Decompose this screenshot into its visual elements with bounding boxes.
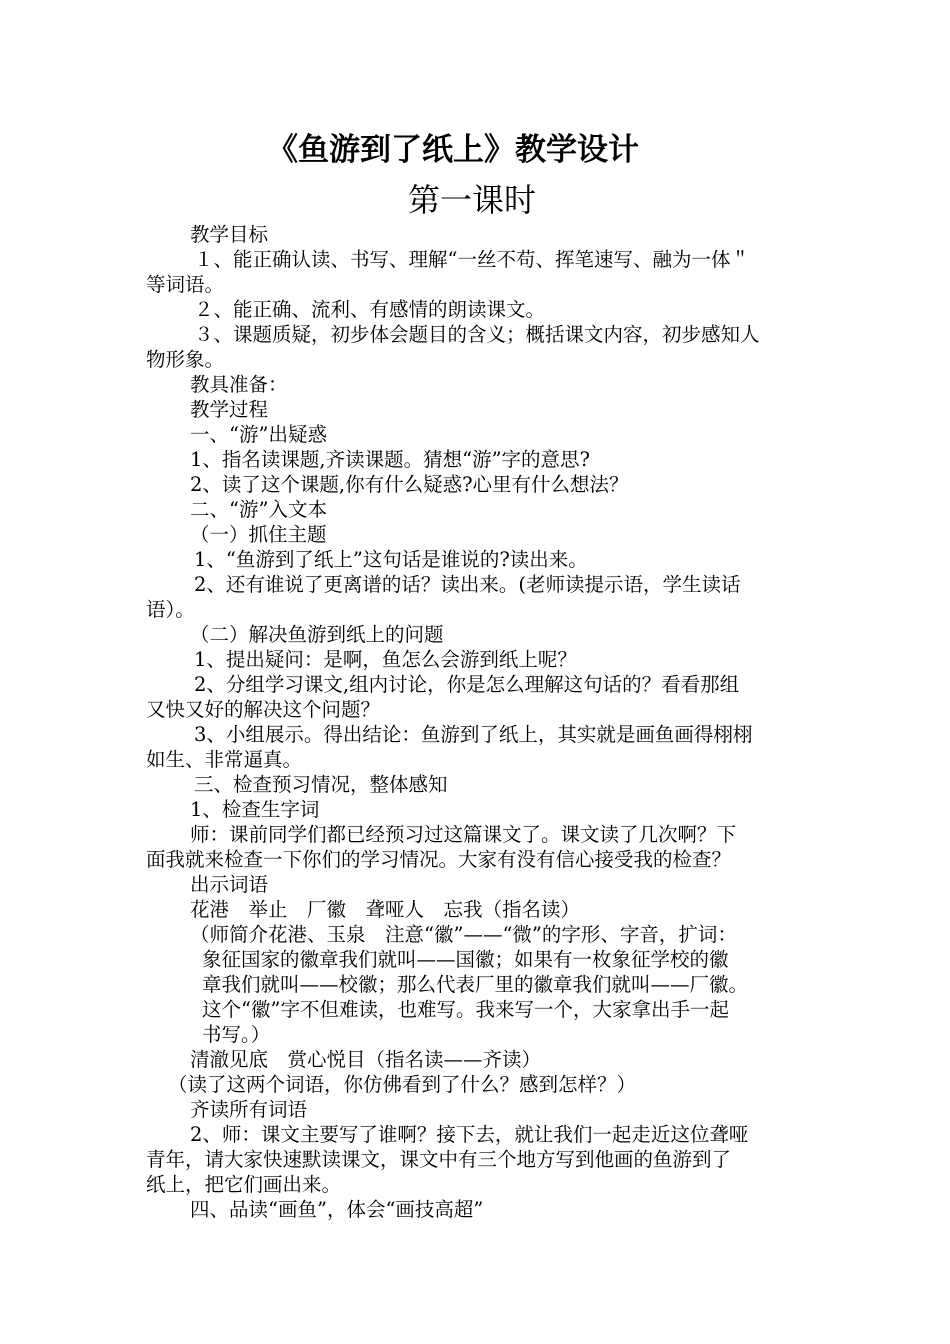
- document-title: 《鱼游到了纸上》教学设计: [267, 132, 639, 168]
- text-line: 教学目标: [190, 223, 269, 246]
- text-line: 教学过程: [190, 398, 269, 421]
- text-line: 2、读了这个课题,你有什么疑惑?心里有什么想法？: [190, 473, 629, 496]
- text-line: 清澈见底 赏心悦目（指名读——齐读）: [190, 1048, 542, 1071]
- text-line: 这个“徽”字不但难读，也难写。我来写一个，大家拿出手一起: [202, 998, 729, 1021]
- text-line: 1、“鱼游到了纸上”这句话是谁说的?读出来。: [194, 548, 588, 571]
- text-line: 语）。: [146, 598, 195, 621]
- text-line: （读了这两个词语，你仿佛看到了什么？感到怎样？）: [168, 1073, 637, 1096]
- text-line: １、能正确认读、书写、理解“一丝不苟、挥笔速写、融为一体＂: [194, 248, 750, 271]
- text-line: 物形象。: [146, 348, 225, 371]
- text-line: 章我们就叫——校徽；那么代表厂里的徽章我们就叫——厂徽。: [202, 973, 749, 996]
- text-line: 等词语。: [146, 273, 225, 296]
- text-line: 面我就来检查一下你们的学习情况。大家有没有信心接受我的检查？: [146, 848, 732, 871]
- text-line: 如生、非常逼真。: [146, 748, 303, 771]
- lesson-subtitle: 第一课时: [407, 181, 536, 219]
- text-line: 象征国家的徽章我们就叫——国徽；如果有一枚象征学校的徽: [202, 948, 729, 971]
- text-line: 2、师：课文主要写了谁啊？接下去，就让我们一起走近这位聋哑: [190, 1123, 749, 1146]
- text-line: 青年，请大家快速默读课文，课文中有三个地方写到他画的鱼游到了: [146, 1148, 732, 1171]
- text-line: ３、课题质疑，初步体会题目的含义；概括课文内容，初步感知人: [194, 323, 760, 346]
- subsection-heading: （二）解决鱼游到纸上的问题: [190, 623, 444, 646]
- text-line: 又快又好的解决这个问题？: [146, 698, 381, 721]
- text-line: 2、还有谁说了更离谱的话？读出来。(老师读提示语，学生读话: [194, 573, 741, 596]
- subsection-heading: （一）抓住主题: [190, 523, 327, 546]
- section-heading: 三、检查预习情况，整体感知: [194, 773, 448, 796]
- text-line: （师简介花港、玉泉 注意“徽”——“微”的字形、字音，扩词：: [190, 923, 737, 946]
- text-line: 1、指名读课题,齐读课题。猜想“游”字的意思?: [190, 448, 590, 471]
- section-heading: 四、品读“画鱼”，体会“画技高超”: [190, 1198, 484, 1221]
- text-line: 师：课前同学们都已经预习过这篇课文了。课文读了几次啊？下: [190, 823, 737, 846]
- text-line: 花港 举止 厂徽 聋哑人 忘我（指名读）: [190, 898, 581, 921]
- text-line: 2、分组学习课文,组内讨论，你是怎么理解这句话的？看看那组: [194, 673, 740, 696]
- text-line: 3、小组展示。得出结论：鱼游到了纸上，其实就是画鱼画得栩栩: [194, 723, 753, 746]
- text-line: ２、能正确、流利、有感情的朗读课文。: [194, 298, 546, 321]
- section-heading: 一、“游”出疑惑: [190, 423, 327, 446]
- text-line: 纸上，把它们画出来。: [146, 1173, 342, 1196]
- text-line: 书写。）: [202, 1023, 271, 1046]
- text-line: 齐读所有词语: [190, 1098, 308, 1121]
- text-line: 教具准备：: [190, 373, 288, 396]
- text-line: 1、提出疑问：是啊，鱼怎么会游到纸上呢？: [194, 648, 577, 671]
- section-heading: 二、“游”入文本: [190, 498, 327, 521]
- text-line: 出示词语: [190, 873, 269, 896]
- text-line: 1、检查生字词: [190, 798, 320, 821]
